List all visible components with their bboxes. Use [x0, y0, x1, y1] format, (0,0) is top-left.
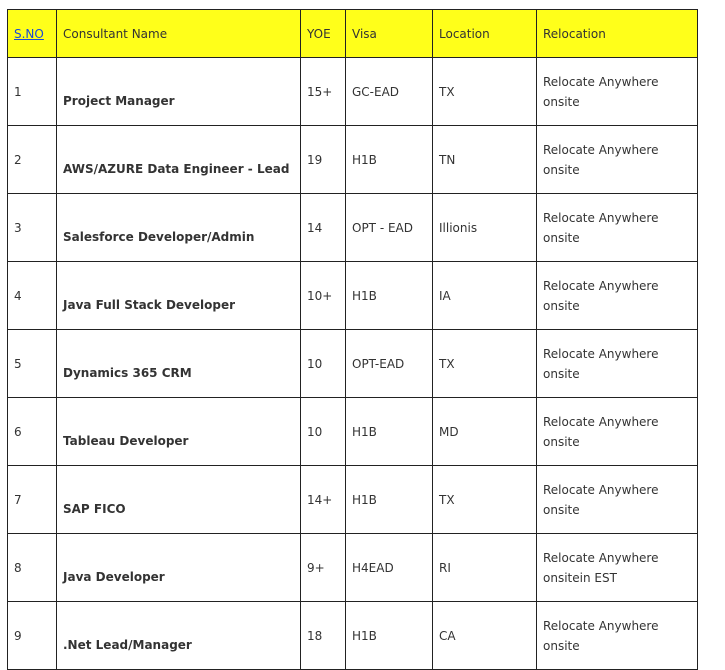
cell-consultant-name [57, 602, 301, 670]
cell-consultant-name-text: Salesforce Developer/Admin [63, 230, 255, 244]
cell-consultant-name [57, 262, 301, 330]
cell-consultant-name [57, 330, 301, 398]
cell-sno: 5 [8, 330, 57, 398]
cell-consultant-name-text: SAP FICO [63, 502, 126, 516]
cell-location: TX [433, 58, 537, 126]
header-relocation: Relocation [537, 10, 698, 58]
header-visa: Visa [346, 10, 433, 58]
table-row [8, 398, 698, 466]
table-row [8, 466, 698, 534]
cell-visa: H1B [346, 126, 433, 194]
cell-relocation-text: Relocate Anywhere onsite [543, 74, 659, 109]
cell-sno: 9 [8, 602, 57, 670]
cell-sno: 6 [8, 398, 57, 466]
cell-yoe: 18 [301, 602, 346, 670]
cell-location: TN [433, 126, 537, 194]
table-row [8, 534, 698, 602]
cell-location: CA [433, 602, 537, 670]
table-row [8, 330, 698, 398]
cell-consultant-name-text: Java Full Stack Developer [63, 298, 236, 312]
cell-consultant-name-text: Dynamics 365 CRM [63, 366, 192, 380]
header-location: Location [433, 10, 537, 58]
cell-location: IA [433, 262, 537, 330]
sno-header-link[interactable]: S.NO [14, 26, 44, 41]
table-row [8, 126, 698, 194]
consultant-table [7, 9, 698, 670]
cell-relocation [537, 602, 698, 670]
cell-relocation [537, 398, 698, 466]
cell-relocation-text: Relocate Anywhere onsite [543, 142, 659, 177]
cell-yoe: 10 [301, 330, 346, 398]
cell-sno: 1 [8, 58, 57, 126]
header-consultant-name: Consultant Name [57, 10, 301, 58]
cell-consultant-name [57, 466, 301, 534]
cell-consultant-name-text: Project Manager [63, 94, 175, 108]
cell-yoe: 10 [301, 398, 346, 466]
cell-consultant-name [57, 194, 301, 262]
cell-consultant-name-text: AWS/AZURE Data Engineer - Lead [63, 162, 290, 176]
cell-relocation [537, 466, 698, 534]
cell-relocation [537, 126, 698, 194]
table-body [8, 58, 698, 670]
cell-visa: H1B [346, 466, 433, 534]
cell-relocation-text: Relocate Anywhere onsite [543, 210, 659, 245]
cell-relocation-text: Relocate Anywhere onsite [543, 346, 659, 381]
cell-visa: H4EAD [346, 534, 433, 602]
cell-location: RI [433, 534, 537, 602]
cell-relocation-text: Relocate Anywhere onsitein EST [543, 550, 659, 585]
cell-relocation [537, 58, 698, 126]
cell-sno: 7 [8, 466, 57, 534]
cell-yoe: 19 [301, 126, 346, 194]
cell-visa: OPT - EAD [346, 194, 433, 262]
cell-yoe: 9+ [301, 534, 346, 602]
cell-relocation [537, 330, 698, 398]
cell-visa: H1B [346, 262, 433, 330]
cell-visa: GC-EAD [346, 58, 433, 126]
table-row [8, 602, 698, 670]
cell-visa: OPT-EAD [346, 330, 433, 398]
table-header-row [8, 10, 698, 58]
cell-consultant-name [57, 126, 301, 194]
cell-consultant-name-text: .Net Lead/Manager [63, 638, 192, 652]
cell-sno: 2 [8, 126, 57, 194]
cell-relocation-text: Relocate Anywhere onsite [543, 482, 659, 517]
cell-yoe: 10+ [301, 262, 346, 330]
cell-relocation [537, 262, 698, 330]
cell-consultant-name [57, 534, 301, 602]
header-sno[interactable] [8, 10, 57, 58]
cell-location: Illionis [433, 194, 537, 262]
cell-consultant-name-text: Tableau Developer [63, 434, 189, 448]
cell-relocation [537, 194, 698, 262]
cell-visa: H1B [346, 602, 433, 670]
table-row [8, 58, 698, 126]
cell-sno: 8 [8, 534, 57, 602]
table-row [8, 194, 698, 262]
cell-yoe: 15+ [301, 58, 346, 126]
cell-location: TX [433, 330, 537, 398]
cell-relocation-text: Relocate Anywhere onsite [543, 618, 659, 653]
header-yoe: YOE [301, 10, 346, 58]
cell-yoe: 14+ [301, 466, 346, 534]
cell-location: TX [433, 466, 537, 534]
cell-consultant-name [57, 58, 301, 126]
cell-location: MD [433, 398, 537, 466]
cell-consultant-name [57, 398, 301, 466]
cell-relocation-text: Relocate Anywhere onsite [543, 414, 659, 449]
cell-consultant-name-text: Java Developer [63, 570, 165, 584]
cell-yoe: 14 [301, 194, 346, 262]
cell-sno: 4 [8, 262, 57, 330]
table-row [8, 262, 698, 330]
cell-relocation [537, 534, 698, 602]
cell-sno: 3 [8, 194, 57, 262]
cell-relocation-text: Relocate Anywhere onsite [543, 278, 659, 313]
cell-visa: H1B [346, 398, 433, 466]
